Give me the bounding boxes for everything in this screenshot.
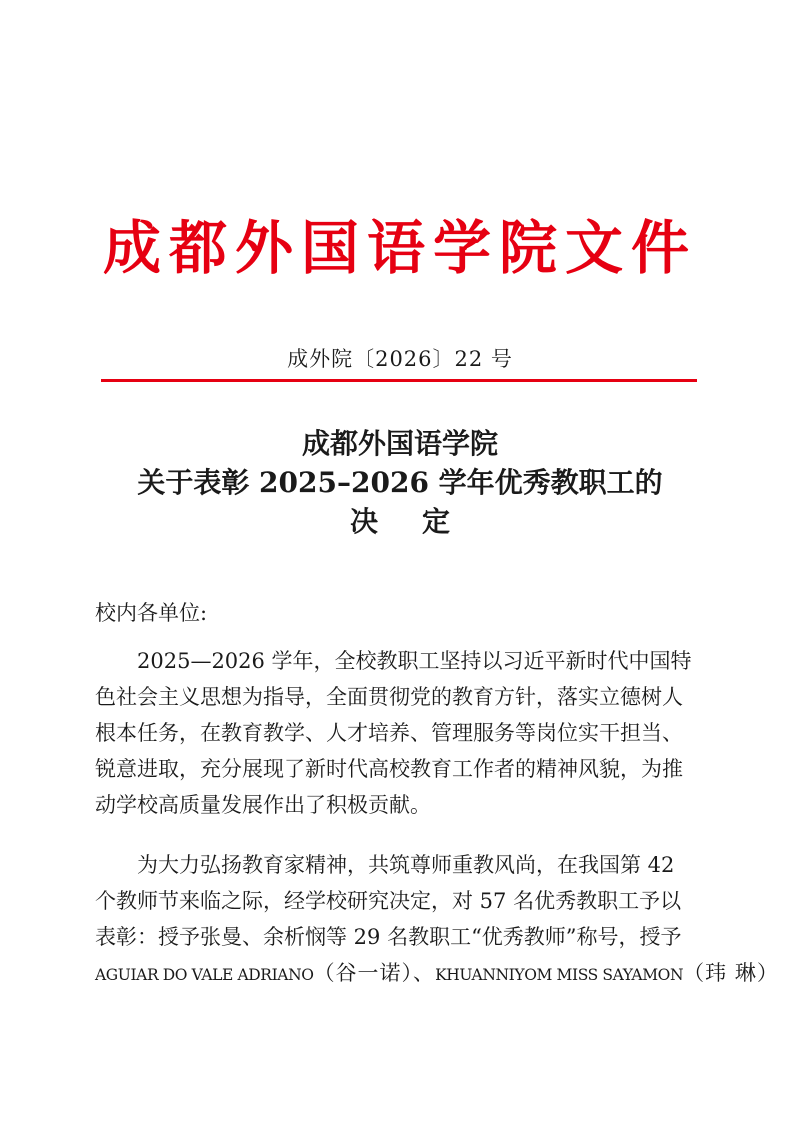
- awardee-name-latin: AGUIAR DO VALE ADRIANO: [95, 966, 314, 984]
- document-number: 成外院〔2026〕22 号: [287, 347, 513, 371]
- title-line-3: 决定: [349, 505, 494, 538]
- awardee-name-chinese: （玮 琳）: [683, 961, 779, 985]
- paragraph-line: 锐意进取，充分展现了新时代高校教育工作者的精神风貌，为推: [95, 757, 683, 781]
- salutation: 校内各单位:: [95, 601, 208, 625]
- paragraph-line: 2025—2026 学年，全校教职工坚持以习近平新时代中国特: [137, 649, 692, 673]
- paragraph-line: 动学校高质量发展作出了积极贡献。: [95, 793, 431, 817]
- paragraph-line: 为大力弘扬教育家精神，共筑尊师重教风尚，在我国第 42: [137, 853, 675, 877]
- document-title: [0, 424, 800, 541]
- paragraph-line: 个教师节来临之际，经学校研究决定，对 57 名优秀教职工予以: [95, 889, 682, 913]
- awardee-names-line: [95, 955, 779, 993]
- awardee-name-chinese: （谷一诺）、: [313, 961, 436, 985]
- red-divider-rule: [101, 379, 697, 382]
- title-line-1: 成都外国语学院: [301, 427, 498, 460]
- red-header-masthead: 成都外国语学院文件: [102, 214, 697, 282]
- paragraph-line: 色社会主义思想为指导，全面贯彻党的教育方针，落实立德树人: [95, 685, 683, 709]
- body-paragraph-1: [95, 643, 705, 823]
- paragraph-line: 根本任务，在教育教学、人才培养、管理服务等岗位实干担当、: [95, 721, 683, 745]
- title-line-2: 关于表彰 2025–2026 学年优秀教职工的: [137, 466, 663, 499]
- body-paragraph-2: [95, 847, 779, 993]
- awardee-name-latin: KHUANNIYOM MISS SAYAMON: [435, 966, 684, 984]
- paragraph-line: 表彰：授予张曼、余析悯等 29 名教职工“优秀教师”称号，授予: [95, 925, 682, 949]
